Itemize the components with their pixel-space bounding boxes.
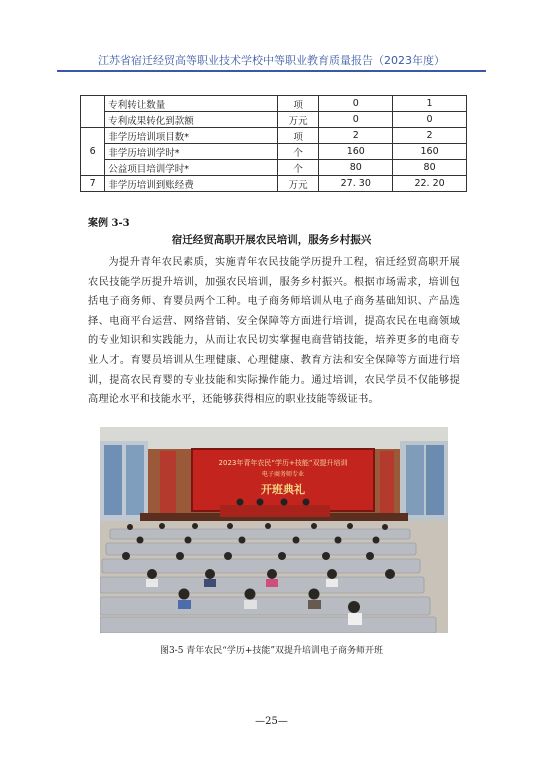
- value-cell: 22. 20: [393, 176, 467, 192]
- value-cell: 0: [319, 96, 393, 112]
- item-cell: 专利转让数量: [105, 96, 278, 112]
- table-row: [81, 176, 467, 192]
- value-cell: 80: [393, 160, 467, 176]
- item-cell: 公益项目培训学时*: [105, 160, 278, 176]
- row-number-cell: [81, 96, 105, 128]
- item-cell: 专利成果转化到款额: [105, 112, 278, 128]
- value-cell: 0: [319, 112, 393, 128]
- table-row: [81, 128, 467, 144]
- unit-cell: 万元: [278, 176, 319, 192]
- value-cell: 2: [319, 128, 393, 144]
- screen-line-1: 2023年青年农民“学历+技能”双提升培训: [218, 459, 348, 467]
- case-label: 案例 3-3: [88, 218, 130, 229]
- value-cell: 160: [393, 144, 467, 160]
- statistics-table: [80, 95, 467, 192]
- value-cell: 0: [393, 112, 467, 128]
- row-number-cell: 7: [81, 176, 105, 192]
- unit-cell: 项: [278, 96, 319, 112]
- unit-cell: 万元: [278, 112, 319, 128]
- item-cell: 非学历培训学时*: [105, 144, 278, 160]
- case-title: 宿迁经贸高职开展农民培训，服务乡村振兴: [171, 234, 372, 246]
- value-cell: 1: [393, 96, 467, 112]
- unit-cell: 项: [278, 128, 319, 144]
- value-cell: 160: [319, 144, 393, 160]
- table-row: [81, 160, 467, 176]
- unit-cell: 个: [278, 144, 319, 160]
- item-cell: 非学历培训项目数*: [105, 128, 278, 144]
- header-divider: [57, 70, 486, 72]
- figure-caption: 图3-5 青年农民“学历+技能”双提升培训电子商务师开班: [159, 646, 384, 656]
- table-row: [81, 112, 467, 128]
- value-cell: 27. 30: [319, 176, 393, 192]
- unit-cell: 个: [278, 160, 319, 176]
- page-number: —25—: [255, 716, 288, 727]
- training-photo: [100, 427, 448, 633]
- row-number-cell: 6: [81, 128, 105, 176]
- item-cell: 非学历培训到账经费: [105, 176, 278, 192]
- table-row: [81, 96, 467, 112]
- screen-line-2: 电子商务师专业: [261, 471, 305, 478]
- page-header: 江苏省宿迁经贸高等职业技术学校中等职业教育质量报告（2023年度）: [98, 54, 445, 67]
- table-row: [81, 144, 467, 160]
- case-paragraph: 为提升青年农民素质，实施青年农民技能学历提升工程，宿迁经贸高职开展农民技能学历提升培训，加强农民培训，服务乡村振兴。根据市场需求，培训包括电子商务师、育婴员两个工种。电子商务师培训从电子商务基础知识、产品选择、电商平台运营、网络营销、安全保障等方面进行培训，提高农民在电商领域的专业知识和实践能力，从而让农民切实掌握电商营销技能，培养更多的电商专业人才。育婴员培训从生理健康、心理健康、教育方法和安全保障等方面进行培训，提高农民育婴的专业技能和实际操作能力。通过培训，农民学员不仅能够提高理论水平和技能水平，还能够获得相应的职业技能等级证书。: [88, 257, 460, 406]
- value-cell: 80: [319, 160, 393, 176]
- value-cell: 2: [393, 128, 467, 144]
- screen-line-3: 开班典礼: [261, 483, 305, 496]
